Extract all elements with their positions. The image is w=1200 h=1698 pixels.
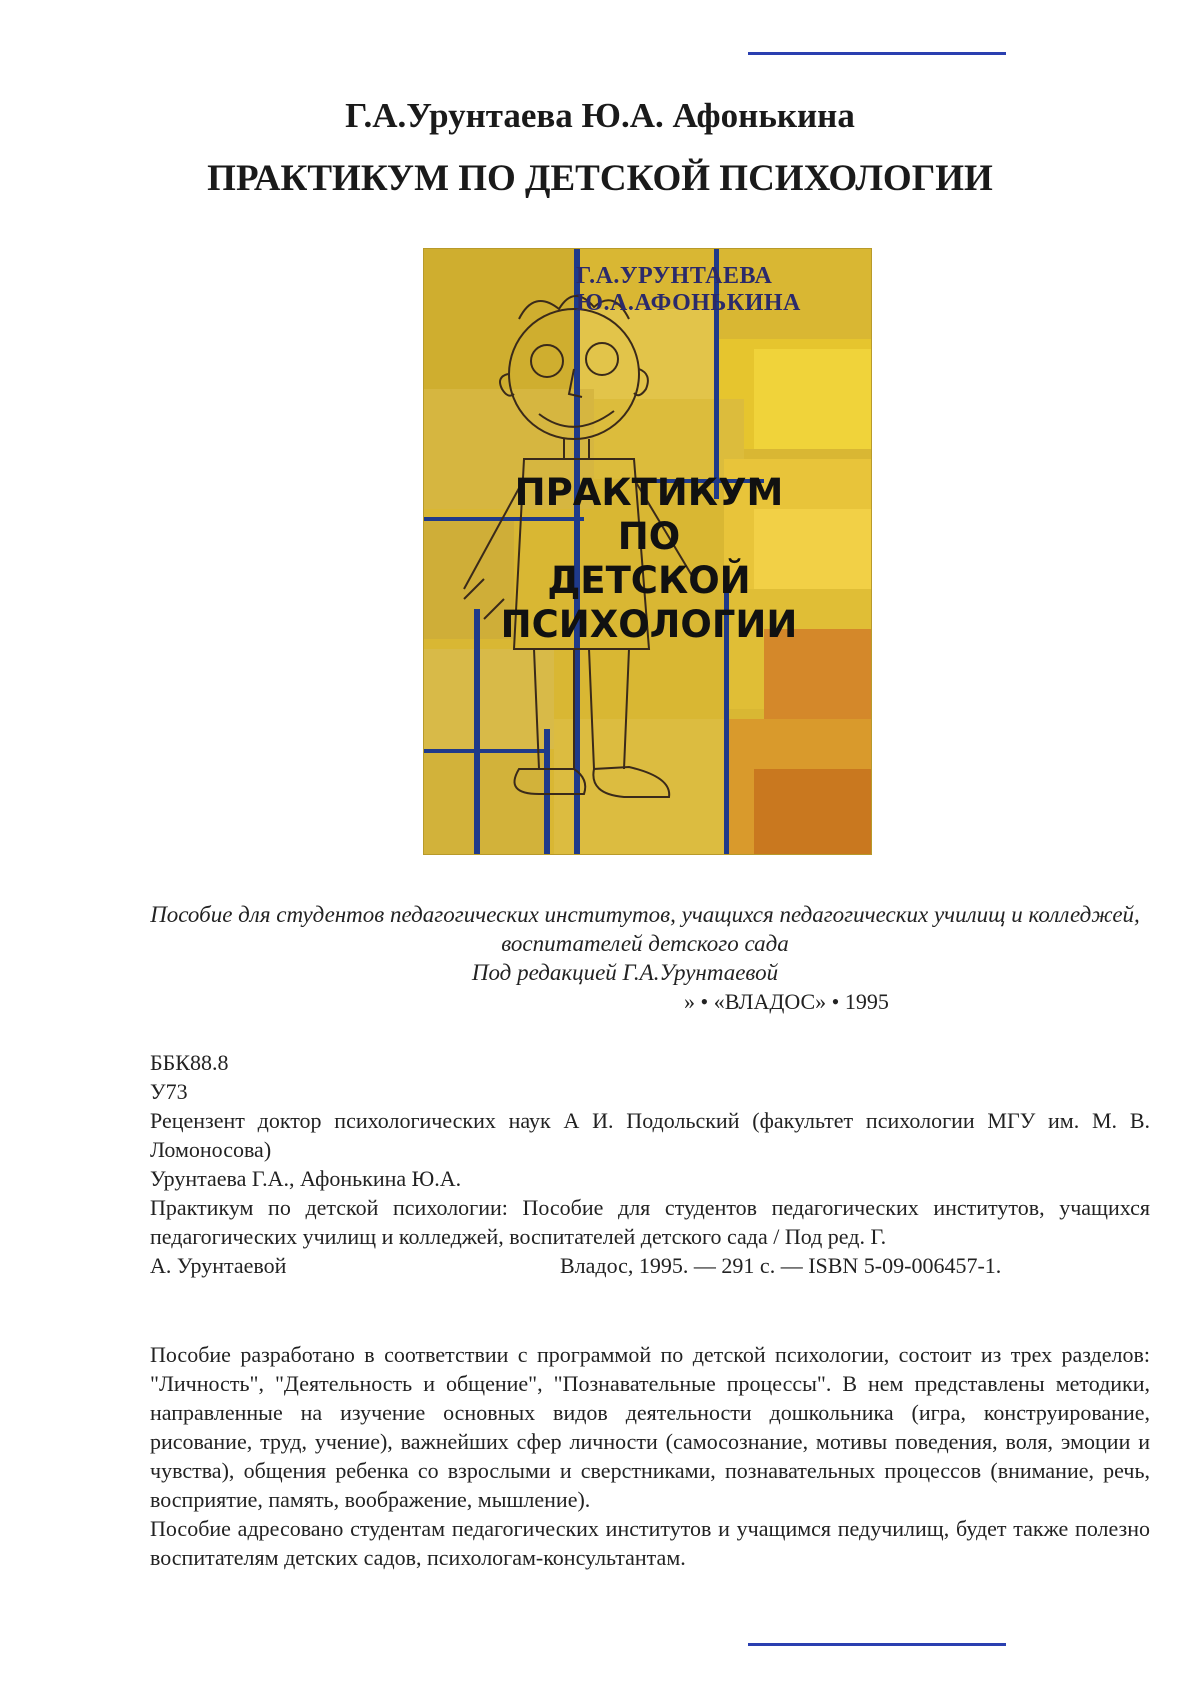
- caption-editor: Под редакцией Г.А.Урунтаевой: [471, 960, 779, 985]
- book-title: ПРАКТИКУМ ПО ДЕТСКОЙ ПСИХОЛОГИИ: [207, 158, 993, 199]
- abstract-paragraph: Пособие адресовано студентам педагогических институтов и учащимся педучилищ, будет также полезно воспитателям детских садов, психологам-консультантам.: [150, 1516, 1150, 1570]
- cover-title-line: ПРАКТИКУМ: [514, 471, 784, 514]
- cover-author-1: Г.А.УРУНТАЕВА: [576, 263, 773, 289]
- caption-audience: Пособие для студентов педагогических институтов, учащихся педагогических училищ и колледжей, воспитателей детского сада: [150, 902, 1140, 956]
- cover-caption: [150, 900, 1140, 987]
- editor-name: А. Урунтаевой: [150, 1253, 287, 1278]
- bibliographic-authors: Урунтаева Г.А., Афонькина Ю.А.: [150, 1166, 462, 1191]
- cover-title-line: ПСИХОЛОГИИ: [500, 603, 798, 646]
- bottom-rule: [748, 1643, 1006, 1646]
- cover-title-line: ПО: [617, 515, 681, 558]
- book-authors: Г.А.Урунтаева Ю.А. Афонькина: [345, 96, 855, 135]
- cover-author-2: Ю.А.АФОНЬКИНА: [576, 290, 801, 316]
- publisher-line: » • «ВЛАДОС» • 1995: [684, 989, 889, 1014]
- bbk-code: ББК88.8: [150, 1050, 229, 1075]
- abstract-paragraph: Пособие разработано в соответствии с программой по детской психологии, состоит из трех разделов: "Личность", "Деятельность и общение", "Познавательные процессы". В нем представлены методики, направленные на изучение основных видов деятельности дошкольника (игра, конструирование, рисование, труд, учение), важнейших сфер личности (самосознание, мотивы поведения, воля, эмоции и чувства), общения ребенка со взрослыми и сверстниками, познавательных процессов (внимание, речь, восприятие, память, воображение, мышление).: [150, 1342, 1150, 1512]
- top-rule: [748, 52, 1006, 55]
- bibliographic-description: Практикум по детской психологии: Пособие для студентов педагогических институтов, учащихся педагогических училищ и колледжей, воспитателей детского сада / Под ред. Г.: [150, 1195, 1150, 1249]
- cover-authors: [576, 263, 846, 317]
- abstract: [150, 1340, 1150, 1572]
- bibliographic-imprint: [150, 1251, 1150, 1280]
- reviewer-line: Рецензент доктор психологических наук А И. Подольский (факультет психологии МГУ им. М. В. Ломоносова): [150, 1108, 1150, 1162]
- cover-title: [444, 471, 854, 647]
- author-mark: У73: [150, 1079, 188, 1104]
- imprint-details: Владос, 1995. — 291 с. — ISBN 5-09-006457-1.: [560, 1253, 1002, 1278]
- book-cover-image: [423, 248, 872, 855]
- cover-title-line: ДЕТСКОЙ: [547, 559, 751, 602]
